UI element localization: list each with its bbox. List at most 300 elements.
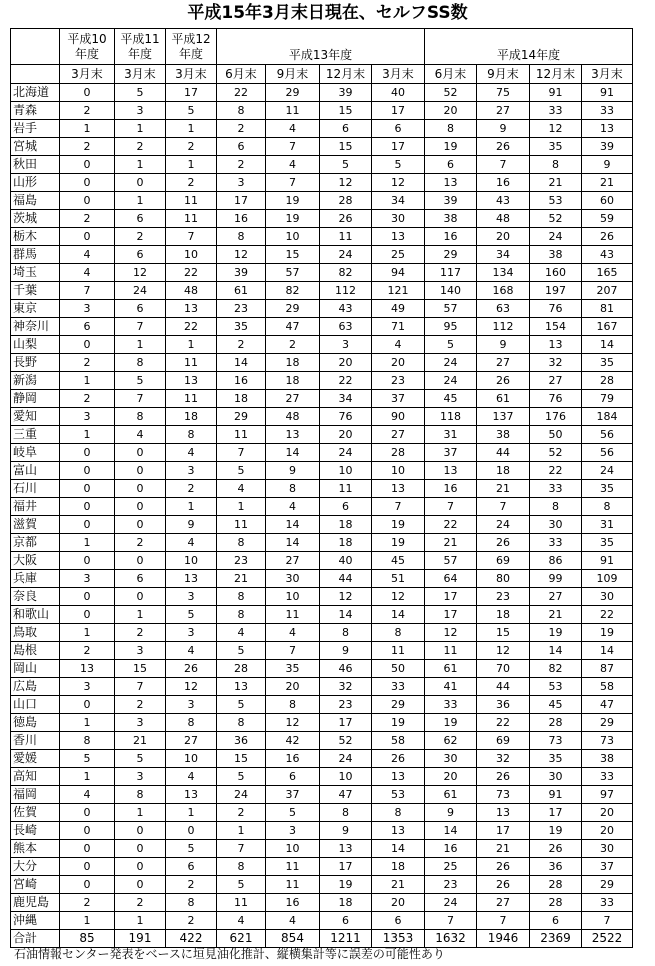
value-cell: 3 bbox=[60, 408, 115, 426]
value-cell: 38 bbox=[582, 750, 633, 768]
value-cell: 23 bbox=[477, 588, 530, 606]
prefecture-name: 神奈川 bbox=[11, 318, 60, 336]
value-cell: 41 bbox=[425, 678, 477, 696]
value-cell: 27 bbox=[166, 732, 217, 750]
value-cell: 2 bbox=[115, 894, 166, 912]
value-cell: 26 bbox=[477, 138, 530, 156]
value-cell: 94 bbox=[372, 264, 425, 282]
value-cell: 176 bbox=[530, 408, 582, 426]
value-cell: 2 bbox=[217, 156, 266, 174]
value-cell: 45 bbox=[530, 696, 582, 714]
value-cell: 4 bbox=[266, 156, 320, 174]
value-cell: 11 bbox=[320, 480, 372, 498]
value-cell: 24 bbox=[530, 228, 582, 246]
value-cell: 1 bbox=[60, 912, 115, 930]
value-cell: 1 bbox=[60, 768, 115, 786]
value-cell: 109 bbox=[582, 570, 633, 588]
value-cell: 91 bbox=[582, 84, 633, 102]
value-cell: 24 bbox=[425, 894, 477, 912]
value-cell: 154 bbox=[530, 318, 582, 336]
value-cell: 0 bbox=[60, 462, 115, 480]
value-cell: 5 bbox=[60, 750, 115, 768]
value-cell: 197 bbox=[530, 282, 582, 300]
value-cell: 8 bbox=[372, 624, 425, 642]
value-cell: 8 bbox=[217, 228, 266, 246]
value-cell: 17 bbox=[425, 588, 477, 606]
value-cell: 76 bbox=[530, 300, 582, 318]
value-cell: 28 bbox=[320, 192, 372, 210]
value-cell: 6 bbox=[115, 210, 166, 228]
prefecture-name: 東京 bbox=[11, 300, 60, 318]
value-cell: 5 bbox=[217, 696, 266, 714]
value-cell: 17 bbox=[425, 606, 477, 624]
value-cell: 11 bbox=[217, 516, 266, 534]
value-cell: 11 bbox=[217, 426, 266, 444]
value-cell: 19 bbox=[266, 210, 320, 228]
value-cell: 85 bbox=[60, 930, 115, 948]
value-cell: 29 bbox=[217, 408, 266, 426]
value-cell: 8 bbox=[217, 102, 266, 120]
value-cell: 13 bbox=[425, 462, 477, 480]
value-cell: 19 bbox=[372, 516, 425, 534]
value-cell: 4 bbox=[217, 912, 266, 930]
prefecture-name: 石川 bbox=[11, 480, 60, 498]
value-cell: 14 bbox=[266, 516, 320, 534]
value-cell: 10 bbox=[266, 588, 320, 606]
value-cell: 1 bbox=[115, 336, 166, 354]
value-cell: 30 bbox=[425, 750, 477, 768]
value-cell: 57 bbox=[266, 264, 320, 282]
value-cell: 207 bbox=[582, 282, 633, 300]
prefecture-name: 静岡 bbox=[11, 390, 60, 408]
value-cell: 621 bbox=[217, 930, 266, 948]
table-row bbox=[11, 768, 633, 786]
value-cell: 21 bbox=[477, 840, 530, 858]
value-cell: 1 bbox=[60, 534, 115, 552]
value-cell: 12 bbox=[115, 264, 166, 282]
value-cell: 1632 bbox=[425, 930, 477, 948]
value-cell: 9 bbox=[320, 822, 372, 840]
value-cell: 11 bbox=[266, 102, 320, 120]
value-cell: 16 bbox=[217, 210, 266, 228]
value-cell: 16 bbox=[266, 894, 320, 912]
table-row bbox=[11, 318, 633, 336]
table-row bbox=[11, 390, 633, 408]
table-row bbox=[11, 192, 633, 210]
value-cell: 13 bbox=[266, 426, 320, 444]
value-cell: 22 bbox=[530, 462, 582, 480]
table-row bbox=[11, 804, 633, 822]
value-cell: 2 bbox=[166, 480, 217, 498]
value-cell: 0 bbox=[60, 606, 115, 624]
value-cell: 71 bbox=[372, 318, 425, 336]
value-cell: 0 bbox=[60, 498, 115, 516]
value-cell: 99 bbox=[530, 570, 582, 588]
value-cell: 13 bbox=[166, 372, 217, 390]
value-cell: 24 bbox=[217, 786, 266, 804]
value-cell: 17 bbox=[372, 138, 425, 156]
value-cell: 18 bbox=[266, 372, 320, 390]
table-row bbox=[11, 282, 633, 300]
table-row bbox=[11, 138, 633, 156]
value-cell: 21 bbox=[372, 876, 425, 894]
prefecture-name: 栃木 bbox=[11, 228, 60, 246]
value-cell: 2 bbox=[166, 912, 217, 930]
value-cell: 1 bbox=[60, 426, 115, 444]
prefecture-name: 広島 bbox=[11, 678, 60, 696]
value-cell: 21 bbox=[582, 174, 633, 192]
value-cell: 19 bbox=[530, 822, 582, 840]
value-cell: 14 bbox=[425, 822, 477, 840]
value-cell: 27 bbox=[477, 102, 530, 120]
value-cell: 23 bbox=[425, 876, 477, 894]
value-cell: 17 bbox=[320, 714, 372, 732]
value-cell: 26 bbox=[477, 858, 530, 876]
value-cell: 27 bbox=[477, 354, 530, 372]
value-cell: 4 bbox=[166, 642, 217, 660]
value-cell: 0 bbox=[115, 822, 166, 840]
value-cell: 0 bbox=[60, 336, 115, 354]
value-cell: 14 bbox=[266, 534, 320, 552]
table-row bbox=[11, 840, 633, 858]
value-cell: 33 bbox=[372, 678, 425, 696]
value-cell: 47 bbox=[266, 318, 320, 336]
prefecture-name: 山梨 bbox=[11, 336, 60, 354]
value-cell: 8 bbox=[320, 804, 372, 822]
value-cell: 42 bbox=[266, 732, 320, 750]
table-row bbox=[11, 408, 633, 426]
header-fy13-top bbox=[217, 29, 425, 48]
value-cell: 26 bbox=[530, 840, 582, 858]
prefecture-name: 埼玉 bbox=[11, 264, 60, 282]
value-cell: 63 bbox=[320, 318, 372, 336]
value-cell: 5 bbox=[115, 750, 166, 768]
value-cell: 25 bbox=[372, 246, 425, 264]
value-cell: 61 bbox=[425, 786, 477, 804]
value-cell: 2 bbox=[115, 228, 166, 246]
prefecture-name: 徳島 bbox=[11, 714, 60, 732]
value-cell: 5 bbox=[166, 840, 217, 858]
value-cell: 4 bbox=[266, 624, 320, 642]
value-cell: 22 bbox=[477, 714, 530, 732]
value-cell: 3 bbox=[166, 696, 217, 714]
value-cell: 91 bbox=[530, 84, 582, 102]
value-cell: 117 bbox=[425, 264, 477, 282]
value-cell: 11 bbox=[425, 642, 477, 660]
value-cell: 160 bbox=[530, 264, 582, 282]
value-cell: 29 bbox=[266, 84, 320, 102]
value-cell: 38 bbox=[530, 246, 582, 264]
table-row bbox=[11, 480, 633, 498]
value-cell: 8 bbox=[166, 426, 217, 444]
value-cell: 16 bbox=[266, 750, 320, 768]
value-cell: 8 bbox=[530, 498, 582, 516]
value-cell: 854 bbox=[266, 930, 320, 948]
value-cell: 20 bbox=[425, 102, 477, 120]
value-cell: 4 bbox=[217, 624, 266, 642]
value-cell: 49 bbox=[372, 300, 425, 318]
prefecture-name: 佐賀 bbox=[11, 804, 60, 822]
month-header: 3月末 bbox=[115, 65, 166, 84]
value-cell: 52 bbox=[530, 210, 582, 228]
value-cell: 2 bbox=[60, 354, 115, 372]
value-cell: 20 bbox=[477, 228, 530, 246]
value-cell: 6 bbox=[115, 246, 166, 264]
value-cell: 35 bbox=[582, 534, 633, 552]
value-cell: 14 bbox=[582, 642, 633, 660]
value-cell: 64 bbox=[425, 570, 477, 588]
value-cell: 8 bbox=[530, 156, 582, 174]
prefecture-name: 北海道 bbox=[11, 84, 60, 102]
value-cell: 12 bbox=[266, 714, 320, 732]
value-cell: 30 bbox=[582, 840, 633, 858]
table-row bbox=[11, 606, 633, 624]
value-cell: 19 bbox=[372, 714, 425, 732]
value-cell: 45 bbox=[425, 390, 477, 408]
value-cell: 33 bbox=[530, 534, 582, 552]
value-cell: 3 bbox=[266, 822, 320, 840]
value-cell: 118 bbox=[425, 408, 477, 426]
value-cell: 10 bbox=[320, 462, 372, 480]
value-cell: 12 bbox=[530, 120, 582, 138]
value-cell: 0 bbox=[60, 480, 115, 498]
value-cell: 3 bbox=[166, 588, 217, 606]
value-cell: 2 bbox=[115, 624, 166, 642]
table-row bbox=[11, 516, 633, 534]
value-cell: 91 bbox=[530, 786, 582, 804]
value-cell: 2 bbox=[217, 804, 266, 822]
value-cell: 16 bbox=[477, 174, 530, 192]
value-cell: 3 bbox=[60, 570, 115, 588]
value-cell: 13 bbox=[425, 174, 477, 192]
value-cell: 35 bbox=[217, 318, 266, 336]
value-cell: 0 bbox=[115, 858, 166, 876]
value-cell: 80 bbox=[477, 570, 530, 588]
value-cell: 15 bbox=[266, 246, 320, 264]
value-cell: 134 bbox=[477, 264, 530, 282]
value-cell: 14 bbox=[217, 354, 266, 372]
value-cell: 22 bbox=[425, 516, 477, 534]
prefecture-name: 岩手 bbox=[11, 120, 60, 138]
value-cell: 5 bbox=[166, 606, 217, 624]
value-cell: 3 bbox=[115, 714, 166, 732]
value-cell: 8 bbox=[115, 786, 166, 804]
value-cell: 2 bbox=[115, 534, 166, 552]
value-cell: 11 bbox=[166, 210, 217, 228]
prefecture-name: 青森 bbox=[11, 102, 60, 120]
value-cell: 4 bbox=[166, 534, 217, 552]
value-cell: 8 bbox=[266, 480, 320, 498]
value-cell: 4 bbox=[266, 498, 320, 516]
prefecture-name: 合計 bbox=[11, 930, 60, 948]
value-cell: 1 bbox=[217, 498, 266, 516]
prefecture-name: 宮崎 bbox=[11, 876, 60, 894]
value-cell: 7 bbox=[477, 912, 530, 930]
value-cell: 1 bbox=[60, 120, 115, 138]
value-cell: 13 bbox=[60, 660, 115, 678]
value-cell: 15 bbox=[217, 750, 266, 768]
value-cell: 11 bbox=[266, 606, 320, 624]
value-cell: 27 bbox=[530, 588, 582, 606]
value-cell: 7 bbox=[425, 912, 477, 930]
table-row bbox=[11, 624, 633, 642]
value-cell: 17 bbox=[320, 858, 372, 876]
value-cell: 21 bbox=[425, 534, 477, 552]
value-cell: 23 bbox=[372, 372, 425, 390]
value-cell: 8 bbox=[320, 624, 372, 642]
value-cell: 2 bbox=[60, 138, 115, 156]
month-header: 12月末 bbox=[530, 65, 582, 84]
value-cell: 8 bbox=[372, 804, 425, 822]
value-cell: 8 bbox=[166, 714, 217, 732]
value-cell: 16 bbox=[425, 840, 477, 858]
header-fy11: 平成11 年度 bbox=[115, 29, 166, 65]
value-cell: 0 bbox=[166, 822, 217, 840]
value-cell: 6 bbox=[425, 156, 477, 174]
value-cell: 2 bbox=[60, 210, 115, 228]
value-cell: 32 bbox=[477, 750, 530, 768]
value-cell: 15 bbox=[477, 624, 530, 642]
value-cell: 24 bbox=[320, 444, 372, 462]
value-cell: 23 bbox=[217, 300, 266, 318]
value-cell: 3 bbox=[166, 462, 217, 480]
value-cell: 56 bbox=[582, 426, 633, 444]
value-cell: 28 bbox=[530, 894, 582, 912]
value-cell: 1 bbox=[115, 804, 166, 822]
table-row bbox=[11, 822, 633, 840]
value-cell: 29 bbox=[266, 300, 320, 318]
prefecture-name: 茨城 bbox=[11, 210, 60, 228]
value-cell: 0 bbox=[115, 174, 166, 192]
value-cell: 60 bbox=[582, 192, 633, 210]
value-cell: 12 bbox=[425, 624, 477, 642]
value-cell: 13 bbox=[166, 570, 217, 588]
value-cell: 37 bbox=[425, 444, 477, 462]
value-cell: 20 bbox=[582, 822, 633, 840]
value-cell: 79 bbox=[582, 390, 633, 408]
value-cell: 11 bbox=[320, 228, 372, 246]
value-cell: 112 bbox=[320, 282, 372, 300]
table-row bbox=[11, 858, 633, 876]
value-cell: 17 bbox=[477, 822, 530, 840]
table-row bbox=[11, 210, 633, 228]
value-cell: 17 bbox=[372, 102, 425, 120]
table-row bbox=[11, 894, 633, 912]
value-cell: 4 bbox=[60, 264, 115, 282]
table-row bbox=[11, 534, 633, 552]
value-cell: 18 bbox=[217, 390, 266, 408]
value-cell: 37 bbox=[582, 858, 633, 876]
value-cell: 82 bbox=[530, 660, 582, 678]
value-cell: 39 bbox=[217, 264, 266, 282]
value-cell: 4 bbox=[372, 336, 425, 354]
value-cell: 12 bbox=[477, 642, 530, 660]
month-header: 3月末 bbox=[582, 65, 633, 84]
value-cell: 0 bbox=[60, 858, 115, 876]
value-cell: 0 bbox=[60, 588, 115, 606]
value-cell: 2 bbox=[217, 120, 266, 138]
value-cell: 38 bbox=[425, 210, 477, 228]
value-cell: 8 bbox=[217, 858, 266, 876]
prefecture-name: 島根 bbox=[11, 642, 60, 660]
value-cell: 82 bbox=[266, 282, 320, 300]
value-cell: 43 bbox=[582, 246, 633, 264]
value-cell: 0 bbox=[60, 822, 115, 840]
value-cell: 1 bbox=[115, 156, 166, 174]
value-cell: 52 bbox=[425, 84, 477, 102]
value-cell: 3 bbox=[115, 102, 166, 120]
value-cell: 8 bbox=[217, 606, 266, 624]
value-cell: 1 bbox=[166, 804, 217, 822]
value-cell: 45 bbox=[372, 552, 425, 570]
value-cell: 121 bbox=[372, 282, 425, 300]
value-cell: 7 bbox=[266, 174, 320, 192]
prefecture-name: 山口 bbox=[11, 696, 60, 714]
value-cell: 8 bbox=[60, 732, 115, 750]
value-cell: 5 bbox=[115, 372, 166, 390]
value-cell: 44 bbox=[477, 678, 530, 696]
value-cell: 23 bbox=[320, 696, 372, 714]
value-cell: 36 bbox=[477, 696, 530, 714]
prefecture-name: 兵庫 bbox=[11, 570, 60, 588]
table-row bbox=[11, 372, 633, 390]
value-cell: 14 bbox=[530, 642, 582, 660]
value-cell: 20 bbox=[266, 678, 320, 696]
value-cell: 14 bbox=[582, 336, 633, 354]
value-cell: 13 bbox=[372, 228, 425, 246]
value-cell: 13 bbox=[320, 840, 372, 858]
value-cell: 35 bbox=[582, 480, 633, 498]
value-cell: 0 bbox=[115, 516, 166, 534]
value-cell: 10 bbox=[166, 750, 217, 768]
value-cell: 29 bbox=[582, 876, 633, 894]
value-cell: 19 bbox=[372, 534, 425, 552]
value-cell: 4 bbox=[60, 786, 115, 804]
value-cell: 0 bbox=[115, 552, 166, 570]
value-cell: 52 bbox=[530, 444, 582, 462]
value-cell: 6 bbox=[60, 318, 115, 336]
value-cell: 16 bbox=[425, 228, 477, 246]
value-cell: 27 bbox=[530, 372, 582, 390]
value-cell: 18 bbox=[477, 462, 530, 480]
value-cell: 13 bbox=[372, 480, 425, 498]
table-row bbox=[11, 750, 633, 768]
value-cell: 7 bbox=[217, 840, 266, 858]
value-cell: 19 bbox=[582, 624, 633, 642]
value-cell: 1 bbox=[115, 606, 166, 624]
value-cell: 27 bbox=[266, 390, 320, 408]
value-cell: 0 bbox=[60, 228, 115, 246]
value-cell: 168 bbox=[477, 282, 530, 300]
value-cell: 36 bbox=[530, 858, 582, 876]
value-cell: 27 bbox=[372, 426, 425, 444]
value-cell: 2 bbox=[60, 102, 115, 120]
value-cell: 18 bbox=[266, 354, 320, 372]
value-cell: 33 bbox=[582, 768, 633, 786]
value-cell: 24 bbox=[582, 462, 633, 480]
value-cell: 2 bbox=[115, 696, 166, 714]
value-cell: 2 bbox=[60, 390, 115, 408]
prefecture-name: 長野 bbox=[11, 354, 60, 372]
value-cell: 21 bbox=[217, 570, 266, 588]
value-cell: 33 bbox=[582, 102, 633, 120]
value-cell: 2 bbox=[60, 642, 115, 660]
value-cell: 0 bbox=[60, 174, 115, 192]
prefecture-name: 千葉 bbox=[11, 282, 60, 300]
table-row bbox=[11, 732, 633, 750]
prefecture-name: 秋田 bbox=[11, 156, 60, 174]
prefecture-name: 群馬 bbox=[11, 246, 60, 264]
